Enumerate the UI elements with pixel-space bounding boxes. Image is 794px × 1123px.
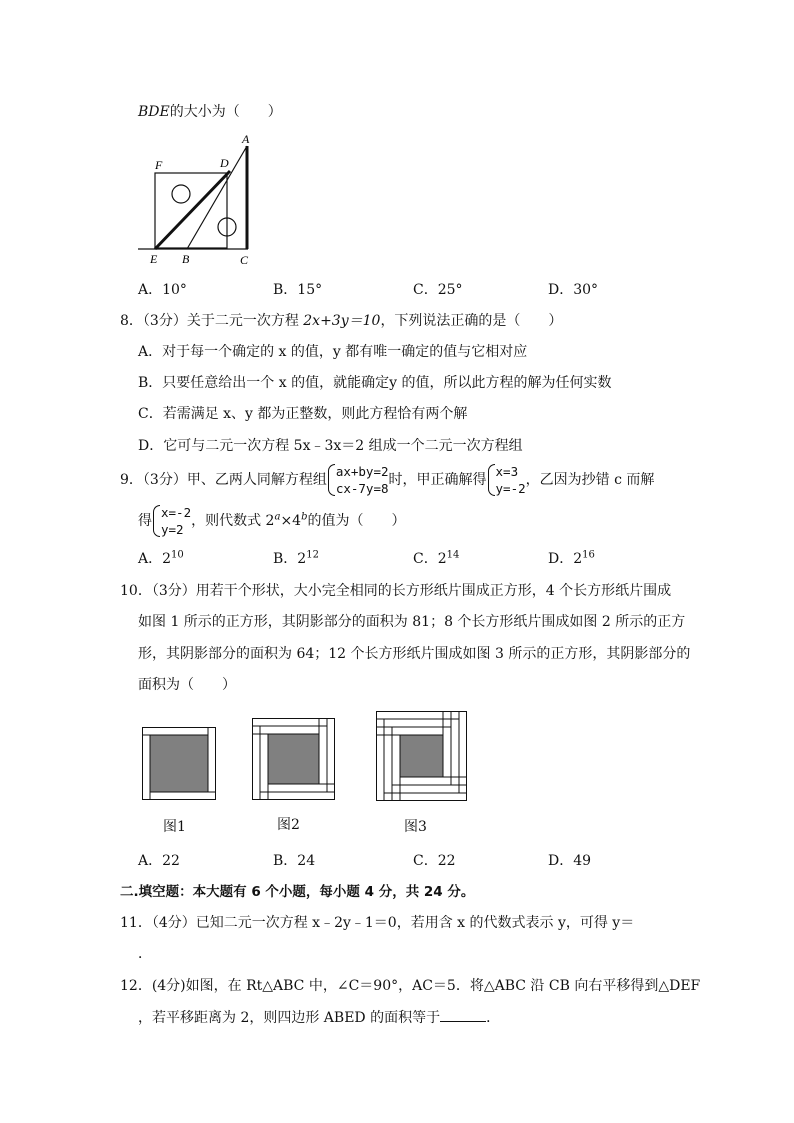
q10-figure-2 <box>252 718 335 800</box>
q10-figure-1 <box>142 727 216 800</box>
q12-line2-post: ． <box>486 1010 501 1026</box>
q7-line-ba <box>187 146 247 249</box>
q9-option-b-exp: 12 <box>306 549 319 561</box>
q8-option-d[interactable]: D．它可与二元一次方程 5x﹣3x＝2 组成一个二元一次方程组 <box>138 438 523 454</box>
q7-circle-1 <box>172 185 190 203</box>
q7-stem-text: 的大小为（ ） <box>169 104 282 120</box>
q7-label-a: A <box>242 132 250 146</box>
q7-label-c: C <box>240 253 249 267</box>
q12-answer-blank[interactable] <box>440 1007 486 1022</box>
q11-answer-end: ． <box>138 946 152 962</box>
q10-stem-line2: 如图 1 所示的正方形，其阴影部分的面积为 81；8 个长方形纸片围成如图 2 所示的正方 <box>138 614 686 630</box>
q9-sys3-eq1: x=-2 <box>161 505 192 520</box>
section-2-heading: 二.填空题：本大题有 6 个小题，每小题 4 分，共 24 分。 <box>120 884 475 900</box>
q7-option-c[interactable]: C．25° <box>413 282 463 298</box>
q9-line2-end: 的值为（ ） <box>307 513 406 529</box>
q7-angle-var: BDE <box>138 104 170 120</box>
q10-option-a[interactable]: A．22 <box>138 853 180 869</box>
q9-option-d-exp: 16 <box>582 549 595 561</box>
q8-option-c[interactable]: C．若需满足 x、y 都为正整数，则此方程恰有两个解 <box>138 406 468 422</box>
q9-system-2 <box>487 463 526 497</box>
q7-label-e: E <box>150 252 158 266</box>
q9-sys1-eq1: ax+by=2 <box>335 464 389 479</box>
q10-caption-2: 图2 <box>277 817 300 833</box>
q9-post: ，乙因为抄错 c 而解 <box>525 472 655 488</box>
q12-stem-line1: 12．(4分)如图，在 Rt△ABC 中，∠C＝90°，AC＝5．将△ABC 沿 CB 向右平移得到△DEF <box>120 978 701 994</box>
q9-mid: 时，甲正确解得 <box>388 472 487 488</box>
q10-stem-line3: 形，其阴影部分的面积为 64；12 个长方形纸片围成如图 3 所示的正方形，其阴影部分的 <box>138 646 691 662</box>
q9-sys2-eq1: x=3 <box>495 464 519 479</box>
q9-sys3-eq2: y=2 <box>161 522 184 537</box>
q10-option-d[interactable]: D．49 <box>548 853 592 869</box>
q10-stem-line4: 面积为（ ） <box>138 677 236 693</box>
q9-line2-post: ，则代数式 2 <box>191 513 275 529</box>
q9-option-d-label: D．2 <box>548 551 583 567</box>
q8-stem-post: ，下列说法正确的是（ ） <box>380 313 563 329</box>
q8-option-a[interactable]: A．对于每一个确定的 x 的值，y 都有唯一确定的值与它相对应 <box>138 344 528 360</box>
q9-exp-a: a <box>274 511 281 523</box>
q7-option-a[interactable]: A．10° <box>138 282 187 298</box>
q9-option-b-label: B．2 <box>273 551 307 567</box>
q7-stem-tail <box>138 102 282 122</box>
q9-option-c-exp: 14 <box>446 549 460 561</box>
q10-figure-3 <box>376 711 467 801</box>
q9-stem-line1 <box>120 460 654 500</box>
q11-stem: 11．（4分）已知二元一次方程 x﹣2y﹣1＝0，若用含 x 的代数式表示 y，可得 y＝ <box>120 915 635 931</box>
q8-stem-pre: 8．（3分）关于二元一次方程 <box>120 313 304 329</box>
q12-line2-pre: ，若平移距离为 2，则四边形 ABED 的面积等于 <box>138 1010 441 1026</box>
q10-option-b[interactable]: B．24 <box>273 853 316 869</box>
q9-option-a-exp: 10 <box>171 549 184 561</box>
q9-option-c[interactable] <box>413 549 459 569</box>
q7-option-d[interactable]: D．30° <box>548 282 599 298</box>
q7-line-ed <box>155 171 230 249</box>
q12-stem-line2 <box>138 1007 500 1028</box>
q9-stem-line2 <box>138 501 405 541</box>
q10-caption-1: 图1 <box>163 819 186 835</box>
q10-stem-line1: 10．（3分）用若干个形状，大小完全相同的长方形纸片围成正方形，4 个长方形纸片围成 <box>120 583 672 599</box>
q9-option-c-label: C．2 <box>413 551 447 567</box>
q9-stem-pre: 9．（3分）甲、乙两人同解方程组 <box>120 472 327 488</box>
q9-sys2-eq2: y=-2 <box>495 481 526 496</box>
q9-option-a[interactable] <box>138 549 184 569</box>
q8-equation: 2x+3y＝10 <box>303 313 381 329</box>
q9-system-3 <box>152 504 191 538</box>
q7-label-f: F <box>155 158 163 172</box>
q9-exp-b: b <box>301 511 308 523</box>
q10-caption-3: 图3 <box>404 819 427 835</box>
q9-line2-pre: 得 <box>138 513 152 529</box>
q9-option-d[interactable] <box>548 549 595 569</box>
q9-option-b[interactable] <box>273 549 319 569</box>
q9-system-1 <box>327 463 389 497</box>
q9-option-a-label: A．2 <box>138 551 172 567</box>
q8-stem <box>120 311 562 331</box>
q9-times: ×4 <box>280 513 302 529</box>
q7-option-b[interactable]: B．15° <box>273 282 323 298</box>
q9-sys1-eq2: cx-7y=8 <box>335 481 389 496</box>
q10-option-c[interactable]: C．22 <box>413 853 456 869</box>
q7-label-b: B <box>182 252 190 266</box>
q8-option-b[interactable]: B．只要任意给出一个 x 的值，就能确定y 的值，所以此方程的解为任何实数 <box>138 375 612 391</box>
q7-label-d: D <box>220 156 229 170</box>
q7-figure <box>130 128 270 268</box>
